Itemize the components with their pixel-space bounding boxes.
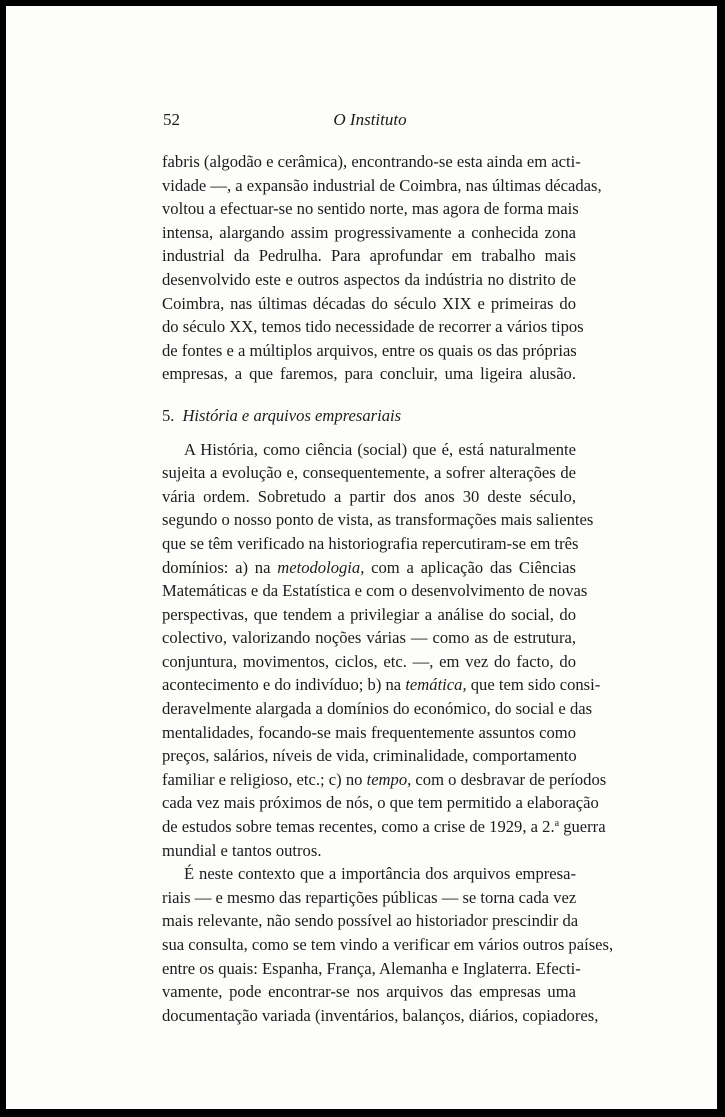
text-line: Coimbra, nas últimas décadas do século XIX e primeiras do xyxy=(162,293,576,313)
text-line: que se têm verificado na historiografia repercutiram-se em três xyxy=(162,533,579,553)
text-line: do século XX, temos tido necessidade de recorrer a vários tipos xyxy=(162,317,584,337)
text-line: documentação variada (inventários, balanços, diários, copiadores, xyxy=(162,1005,599,1025)
emphasis: tempo, xyxy=(366,769,412,789)
text-line: desenvolvido este e outros aspectos da indústria no distrito de xyxy=(162,269,576,289)
section-number: 5. xyxy=(162,405,175,425)
text-line xyxy=(162,673,601,697)
paragraph-2 xyxy=(162,438,607,863)
text-line: entre os quais: Espanha, França, Alemanha e Inglaterra. Efecti- xyxy=(162,958,581,978)
page xyxy=(6,6,717,1109)
text-line: mundial e tantos outros. xyxy=(162,840,322,860)
text-line: empresas, a que faremos, para concluir, uma ligeira alusão. xyxy=(162,364,576,384)
text-line: vária ordem. Sobretudo a partir dos anos 30 deste século, xyxy=(162,486,576,506)
text-line: deravelmente alargada a domínios do económico, do social e das xyxy=(162,699,593,719)
text-line xyxy=(162,556,576,580)
body-text xyxy=(162,150,614,1027)
text-line: vidade —, a expansão industrial de Coimbra, nas últimas décadas, xyxy=(162,175,602,195)
text-line: fabris (algodão e cerâmica), encontrando-se esta ainda em acti- xyxy=(162,152,581,171)
text-segment: com a aplicação das Ciências xyxy=(364,557,576,577)
emphasis: temática, xyxy=(405,675,467,695)
paragraph-1 xyxy=(162,150,602,386)
text-line xyxy=(162,815,606,839)
superscript: a xyxy=(554,818,560,830)
paragraph-3 xyxy=(162,862,614,1027)
text-line: segundo o nosso ponto de vista, as transformações mais salientes xyxy=(162,510,594,530)
emphasis: metodologia, xyxy=(277,557,365,577)
text-line: mais relevante, não sendo possível ao historiador prescindir da xyxy=(162,911,579,931)
text-line: Matemáticas e da Estatística e com o desenvolvimento de novas xyxy=(162,581,588,601)
text-line: de fontes e a múltiplos arquivos, entre os quais os das próprias xyxy=(162,340,577,360)
text-line: intensa, alargando assim progressivamente a conhecida zona xyxy=(162,222,576,242)
text-segment: que tem sido consi- xyxy=(466,675,601,695)
text-line: A História, como ciência (social) que é, está naturalmente xyxy=(184,439,576,459)
text-segment: familiar e religioso, etc.; c) no xyxy=(162,769,367,789)
text-line: cada vez mais próximos de nós, o que tem permitido a elaboração xyxy=(162,793,599,813)
text-segment: guerra xyxy=(559,817,606,837)
page-number: 52 xyxy=(163,110,180,129)
text-line: perspectivas, que tendem a privilegiar a análise do social, do xyxy=(162,604,576,624)
text-line: riais — e mesmo das repartições públicas — se torna cada vez xyxy=(162,887,577,907)
text-line: sujeita a evolução e, consequentemente, a sofrer alterações de xyxy=(162,463,576,483)
text-line xyxy=(162,768,607,792)
text-segment: domínios: a) na xyxy=(162,557,278,577)
text-line: industrial da Pedrulha. Para aprofundar em trabalho mais xyxy=(162,246,576,266)
running-title: O Instituto xyxy=(333,110,407,129)
text-line: vamente, pode encontrar-se nos arquivos das empresas uma xyxy=(162,982,576,1002)
text-segment: com o desbravar de períodos xyxy=(411,769,607,789)
text-segment: de estudos sobre temas recentes, como a crise de 1929, a 2. xyxy=(162,817,555,837)
text-line: colectivo, valorizando noções várias — como as de estrutura, xyxy=(162,628,576,648)
text-segment: acontecimento e do indivíduo; b) na xyxy=(162,675,406,695)
text-line: mentalidades, focando-se mais frequentemente assuntos como xyxy=(162,722,576,742)
text-line: conjuntura, movimentos, ciclos, etc. —, em vez do facto, do xyxy=(162,651,576,671)
section-title: História e arquivos empresariais xyxy=(182,405,402,425)
running-header xyxy=(163,110,577,134)
text-line: sua consulta, como se tem vindo a verificar em vários outros países, xyxy=(162,935,614,954)
text-line: voltou a efectuar-se no sentido norte, mas agora de forma mais xyxy=(162,199,579,219)
section-heading xyxy=(162,404,576,428)
text-line: É neste contexto que a importância dos arquivos empresa- xyxy=(184,864,576,884)
text-line: preços, salários, níveis de vida, criminalidade, comportamento xyxy=(162,746,577,766)
